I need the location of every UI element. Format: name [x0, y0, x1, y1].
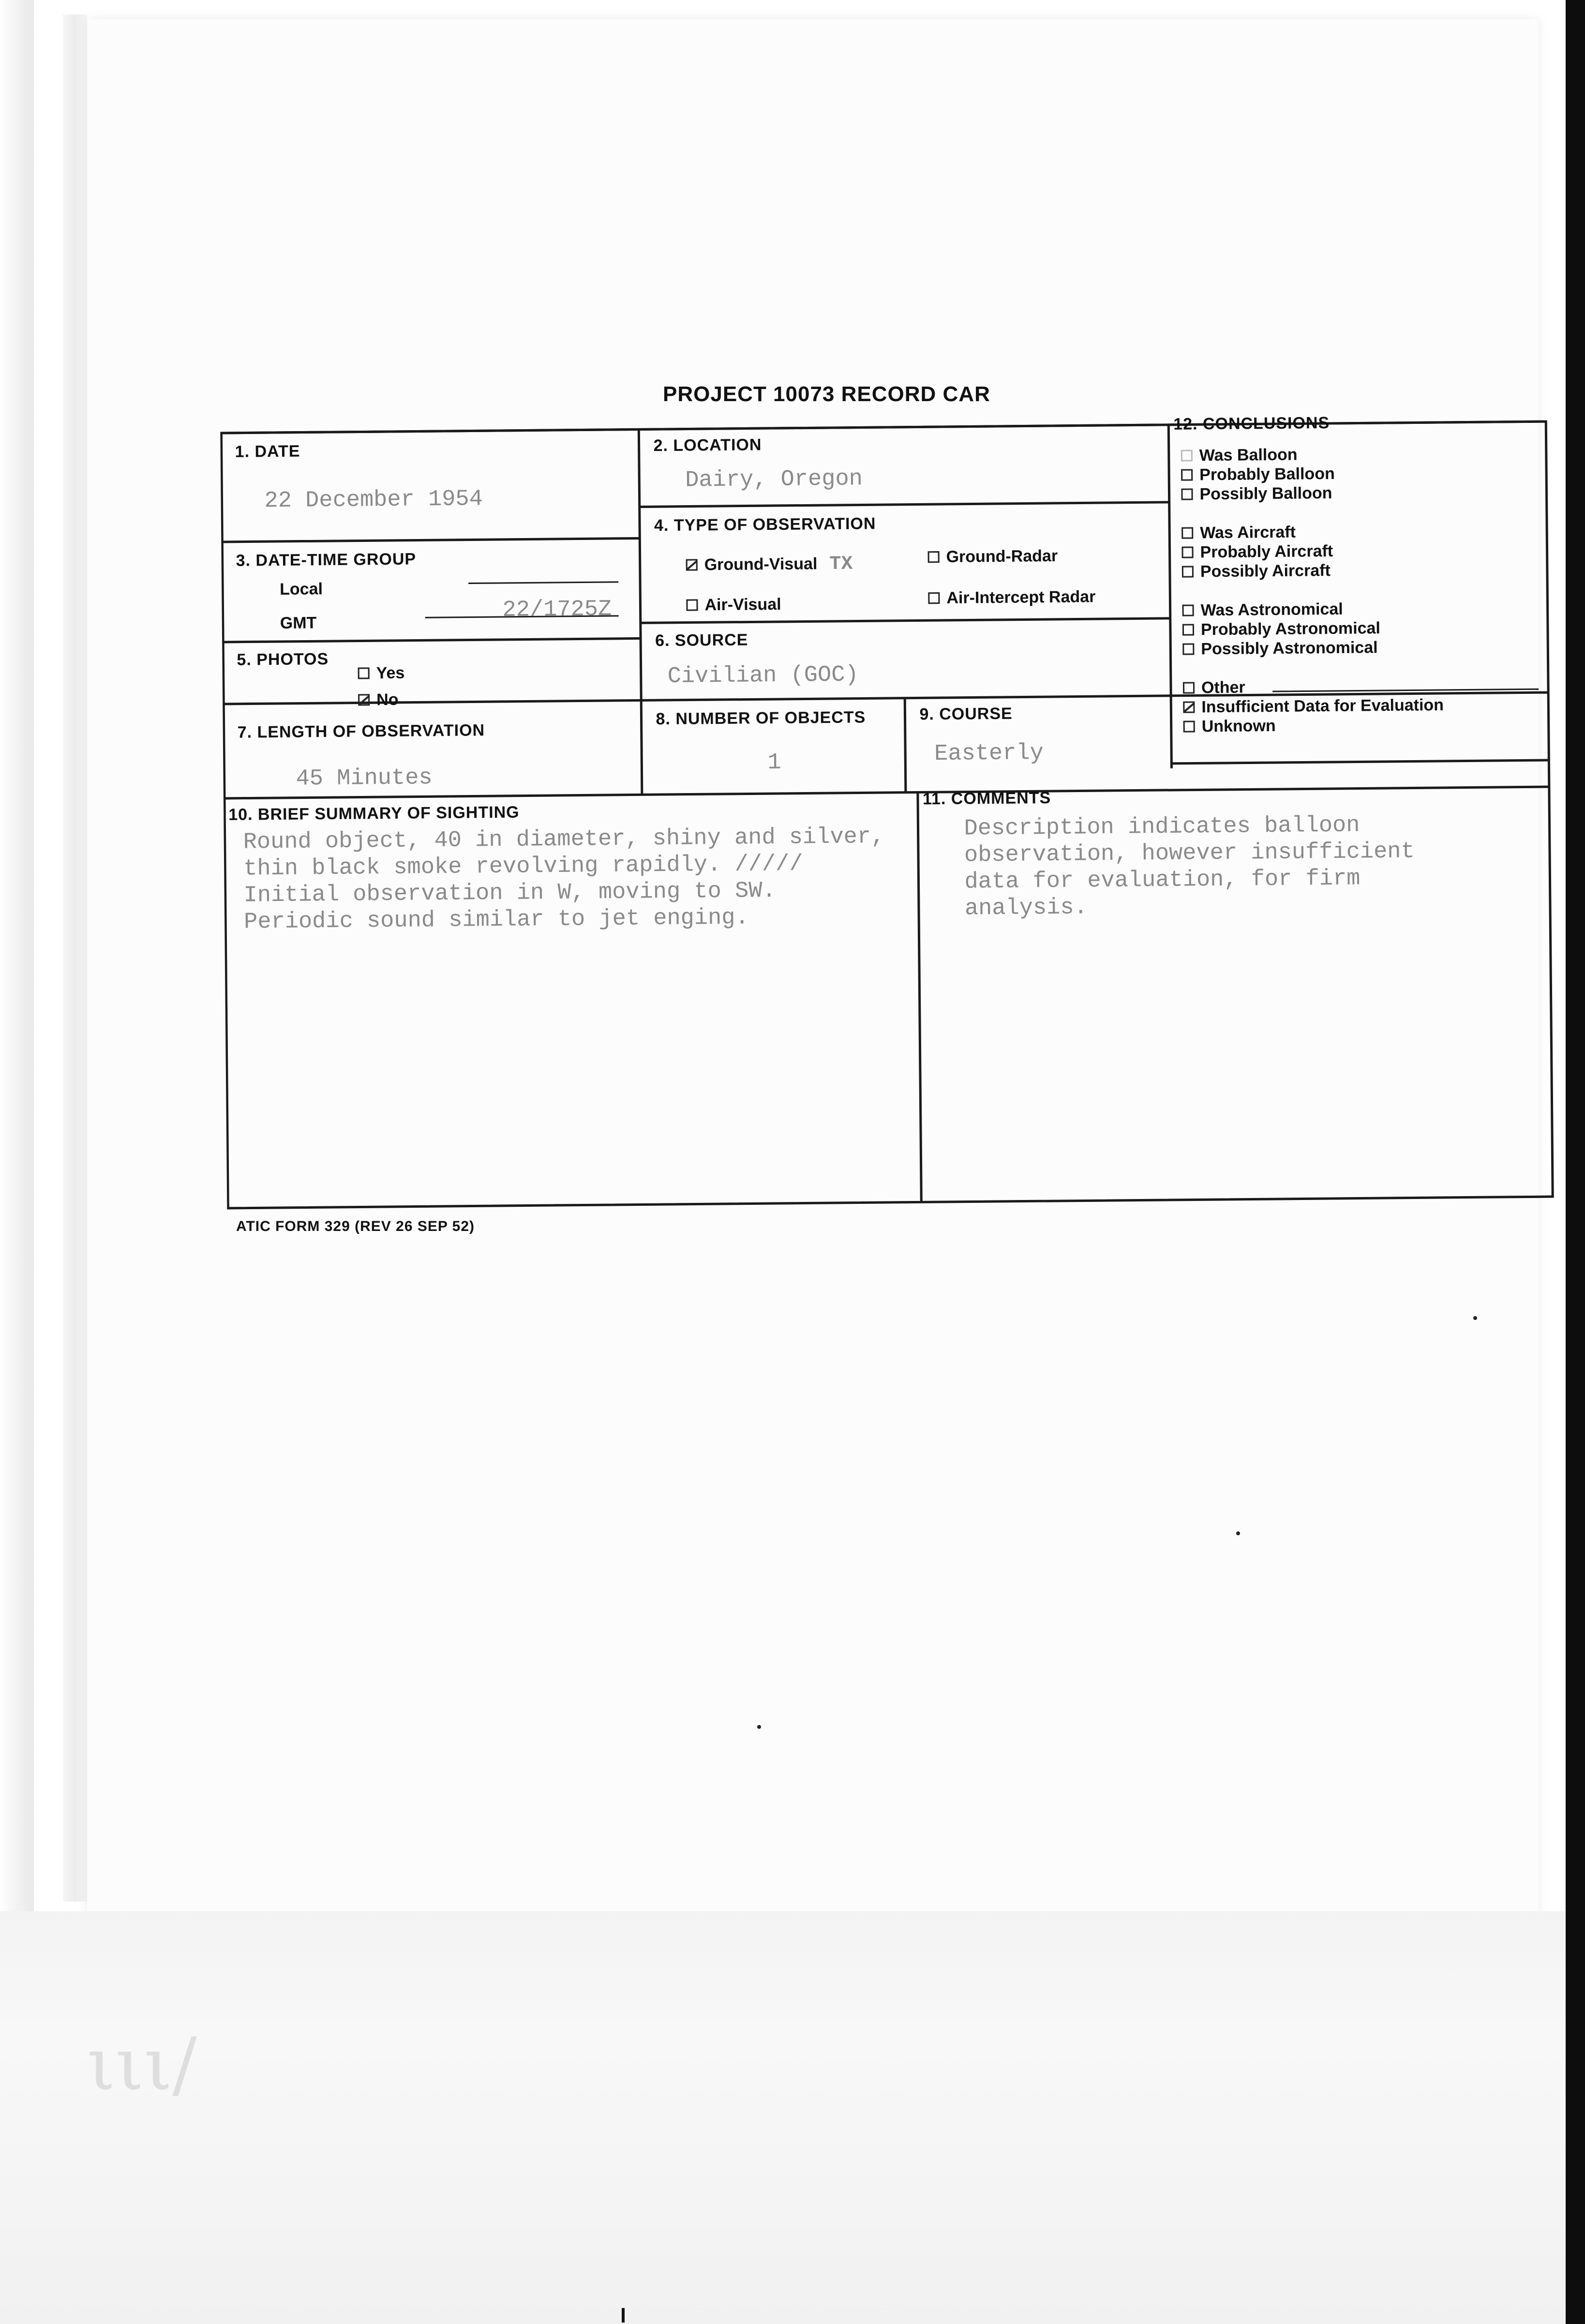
form-footer: ATIC FORM 329 (REV 26 SEP 52) — [236, 1218, 475, 1234]
checkbox-icon — [1181, 469, 1193, 480]
source-value: Civilian (GOC) — [667, 662, 859, 690]
conclusion-unknown: Unknown — [1183, 717, 1276, 736]
dust-speck — [1236, 1531, 1240, 1535]
checkbox-icon — [1183, 720, 1195, 732]
checkbox-icon — [928, 592, 940, 604]
option-air-intercept-radar: Air-Intercept Radar — [928, 587, 1095, 608]
conclusion-possibly-balloon: Possibly Balloon — [1181, 484, 1332, 504]
checkbox-icon — [1182, 566, 1194, 577]
record-card — [220, 402, 1555, 1212]
checkbox-icon — [686, 599, 698, 611]
option-ground-visual: Ground-Visual TX — [686, 554, 853, 577]
option-air-visual: Air-Visual — [686, 595, 781, 615]
comments-line-1: Description indicates balloon — [964, 812, 1360, 842]
number-of-objects-value: 1 — [767, 750, 781, 776]
conclusion-was-aircraft: Was Aircraft — [1181, 523, 1296, 543]
faint-handwriting-marks: ιιι/ — [87, 2023, 197, 2107]
conclusion-possibly-aircraft: Possibly Aircraft — [1182, 561, 1331, 582]
lower-film-band — [0, 1911, 1566, 2324]
checkbox-icon — [1181, 546, 1193, 558]
checkbox-icon-checked — [1183, 701, 1195, 713]
summary-line-2: thin black smoke revolving rapidly. ///// — [243, 851, 803, 882]
summary-line-1: Round object, 40 in diameter, shiny and silver, — [243, 824, 885, 855]
course-label: 9. COURSE — [919, 704, 1013, 724]
card-title: PROJECT 10073 RECORD CAR — [663, 382, 990, 406]
date-time-group-label: 3. DATE-TIME GROUP — [236, 550, 417, 570]
dust-speck — [1473, 1316, 1477, 1320]
comments-line-3: data for evaluation, for firm — [964, 866, 1361, 895]
option-photos-no: No — [358, 690, 399, 710]
conclusions-label: 12. CONCLUSIONS — [1173, 413, 1330, 434]
local-time-label: Local — [280, 580, 323, 599]
location-label: 2. LOCATION — [653, 435, 762, 455]
date-value: 22 December 1954 — [264, 486, 483, 514]
checkbox-icon-checked — [686, 559, 698, 570]
conclusions-list — [1181, 443, 1542, 765]
summary-line-3: Initial observation in W, moving to SW. — [243, 878, 776, 909]
source-label: 6. SOURCE — [655, 630, 748, 650]
conclusion-probably-astronomical: Probably Astronomical — [1182, 619, 1380, 640]
option-ground-radar: Ground-Radar — [927, 547, 1058, 567]
film-edge-shadow — [63, 15, 87, 1902]
film-edge-right — [1566, 0, 1585, 2324]
checkbox-icon — [1181, 488, 1193, 500]
conclusion-was-astronomical: Was Astronomical — [1182, 600, 1343, 620]
gmt-value: 22/1725Z — [502, 596, 612, 623]
conclusion-was-balloon: Was Balloon — [1181, 446, 1298, 465]
conclusion-probably-aircraft: Probably Aircraft — [1181, 542, 1333, 562]
checkbox-icon — [928, 551, 940, 563]
dust-speck — [757, 1725, 761, 1729]
checkbox-icon — [358, 667, 370, 679]
comments-line-4: analysis. — [964, 895, 1088, 922]
checkbox-icon — [1182, 643, 1194, 655]
checkbox-icon — [1182, 624, 1194, 635]
conclusion-possibly-astronomical: Possibly Astronomical — [1182, 638, 1378, 659]
film-tick-mark — [622, 2308, 625, 2323]
summary-line-4: Periodic sound similar to jet enging. — [243, 905, 749, 935]
checkbox-icon — [1183, 682, 1195, 693]
option-photos-yes: Yes — [358, 664, 405, 683]
comments-line-2: observation, however insufficient — [964, 839, 1415, 869]
course-value: Easterly — [934, 740, 1044, 767]
brief-summary-label: 10. BRIEF SUMMARY OF SIGHTING — [228, 803, 520, 824]
photos-label: 5. PHOTOS — [237, 650, 329, 669]
location-value: Dairy, Oregon — [685, 466, 863, 494]
checkbox-icon — [1181, 450, 1193, 461]
date-label: 1. DATE — [235, 442, 300, 461]
conclusion-other: Other — [1183, 678, 1245, 698]
checkbox-icon — [1181, 527, 1193, 539]
length-of-observation-label: 7. LENGTH OF OBSERVATION — [237, 721, 485, 742]
type-of-observation-label: 4. TYPE OF OBSERVATION — [654, 514, 876, 535]
length-of-observation-value: 45 Minutes — [296, 765, 433, 792]
checkbox-icon-checked — [358, 694, 370, 705]
comments-label: 11. COMMENTS — [922, 789, 1051, 809]
gmt-label: GMT — [280, 614, 317, 632]
conclusion-probably-balloon: Probably Balloon — [1181, 465, 1335, 485]
checkbox-icon — [1182, 604, 1194, 616]
number-of-objects-label: 8. NUMBER OF OBJECTS — [656, 708, 866, 729]
conclusion-insufficient-data: Insufficient Data for Evaluation — [1183, 696, 1444, 717]
